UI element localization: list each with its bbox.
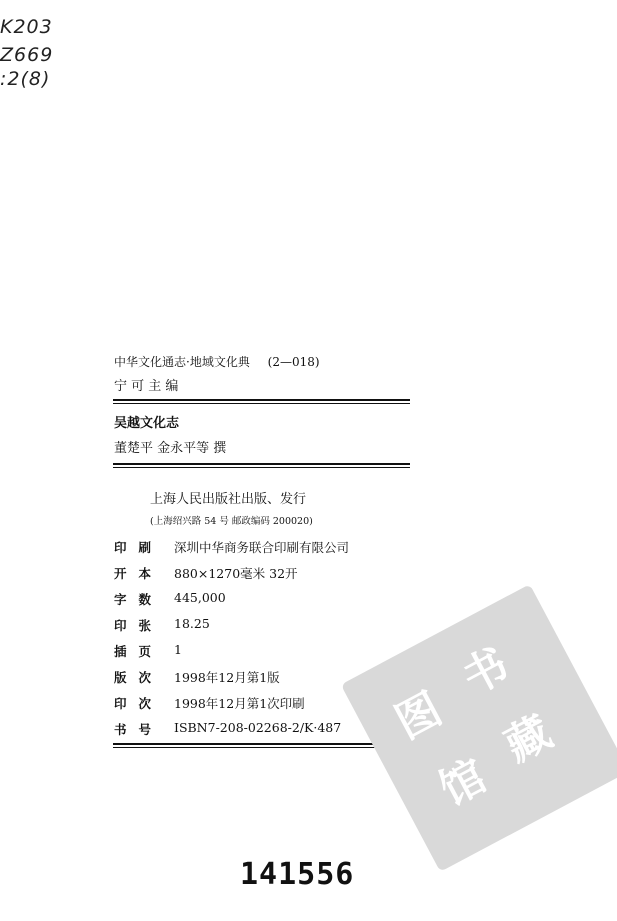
divider-3-thin	[113, 747, 410, 748]
publisher-address: (上海绍兴路 54 号 邮政编码 200020)	[150, 516, 313, 527]
series-title: 中华文化通志·地域文化典	[114, 355, 250, 369]
series-title-line	[114, 355, 320, 370]
seal-glyph: 藏	[497, 706, 560, 773]
spec-label: 印张	[114, 618, 164, 633]
divider-2-thin	[113, 467, 410, 468]
book-authors: 董楚平 金永平等 撰	[114, 441, 227, 456]
divider-3-thick	[113, 743, 410, 745]
spec-row-word-count	[114, 590, 414, 608]
spec-row-printing	[114, 538, 414, 556]
spec-value: 445,000	[174, 590, 226, 605]
spec-row-plates	[114, 642, 414, 660]
spec-label: 字数	[114, 592, 164, 607]
seal-glyph: 书	[454, 638, 517, 705]
call-number-line-1: K203	[0, 16, 53, 38]
publisher-line: 上海人民出版社出版、发行	[150, 492, 307, 507]
series-number: (2—018)	[267, 355, 320, 369]
spec-label: 印次	[114, 696, 164, 711]
spec-value: 18.25	[174, 616, 210, 631]
spec-label: 版次	[114, 670, 164, 685]
divider-1-thick	[113, 399, 410, 401]
spec-value: 1998年12月第1次印刷	[174, 696, 305, 711]
series-editor: 宁 可 主 编	[114, 379, 179, 394]
call-number	[0, 16, 53, 90]
divider-1-thin	[113, 403, 410, 404]
spec-row-format	[114, 564, 414, 582]
spec-label: 书号	[114, 722, 164, 737]
spec-value: 深圳中华商务联合印刷有限公司	[174, 540, 350, 555]
spec-label: 印刷	[114, 540, 164, 555]
seal-glyph: 图	[387, 683, 451, 750]
spec-value: ISBN7-208-02268-2/K·487	[174, 720, 342, 735]
spec-label: 开本	[114, 566, 164, 581]
seal-glyph: 馆	[431, 750, 495, 816]
spec-value: 1	[174, 642, 182, 657]
spec-row-sheets	[114, 616, 414, 634]
divider-2-thick	[113, 463, 410, 465]
accession-number: 141556	[240, 857, 355, 892]
spec-value: 1998年12月第1版	[174, 670, 280, 685]
spec-label: 插页	[114, 644, 164, 659]
book-title: 吴越文化志	[114, 416, 180, 431]
call-number-line-3: :2(8)	[0, 68, 51, 90]
spec-value: 880×1270毫米 32开	[174, 566, 298, 581]
call-number-line-2: Z669	[0, 44, 54, 66]
